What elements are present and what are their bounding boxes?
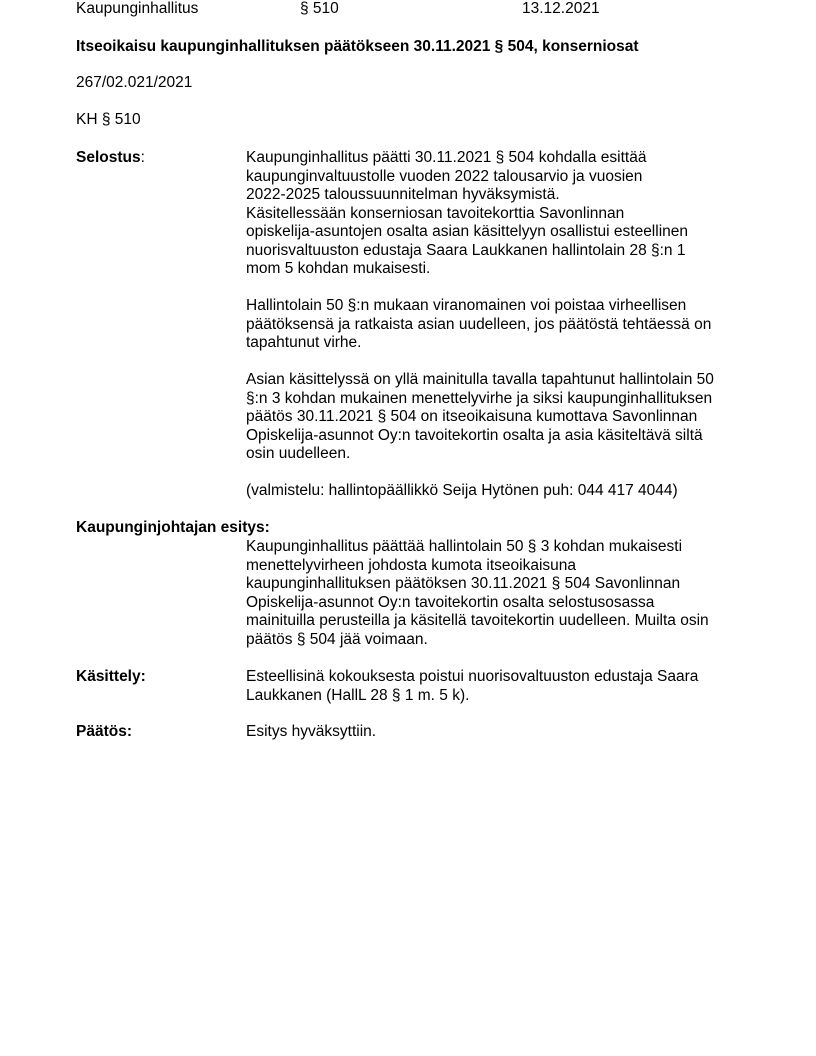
- selostus-label-text: Selostus: [76, 149, 141, 166]
- text-line: mainituilla perusteilla ja käsitellä tavoitekortin uudelleen. Muilta osin: [246, 612, 709, 629]
- diary-number: 267/02.021/2021: [76, 74, 193, 91]
- selostus-label: [76, 149, 145, 167]
- document-title: Itseoikaisu kaupunginhallituksen päätökseen 30.11.2021 § 504, konserniosat: [76, 38, 639, 55]
- text-line: osin uudelleen.: [246, 445, 351, 462]
- valmistelu-note: (valmistelu: hallintopäällikkö Seija Hytönen puh: 044 417 4044): [246, 482, 678, 499]
- kh-reference: KH § 510: [76, 111, 141, 128]
- text-line: nuorisvaltuuston edustaja Saara Laukkanen hallintolain 28 §:n 1: [246, 241, 686, 259]
- paatos-label: Päätös:: [76, 723, 132, 740]
- header-date: 13.12.2021: [522, 0, 600, 17]
- text-line: päätöksensä ja ratkaista asian uudelleen, jos päätöstä tehtäessä on: [246, 315, 712, 333]
- header-organ: Kaupunginhallitus: [76, 0, 199, 17]
- text-line: opiskelija-asuntojen osalta asian käsittelyyn osallistui esteellinen: [246, 223, 688, 240]
- text-line: kaupunginvaltuustolle vuoden 2022 talousarvio ja vuosien: [246, 167, 643, 185]
- text-line: päätös 30.11.2021 § 504 on itseoikaisuna kumottava Savonlinnan: [246, 408, 698, 425]
- text-line: kaupunginhallituksen päätöksen 30.11.2021 § 504 Savonlinnan: [246, 575, 681, 592]
- text-line: Laukkanen (HallL 28 § 1 m. 5 k).: [246, 686, 470, 704]
- text-line: Opiskelija-asunnot Oy:n tavoitekortin osalta ja asia käsiteltävä siltä: [246, 426, 703, 444]
- text-line: Esteellisinä kokouksesta poistui nuorisovaltuuston edustaja Saara: [246, 668, 699, 685]
- text-line: Kaupunginhallitus päättää hallintolain 50 § 3 kohdan mukaisesti: [246, 538, 683, 555]
- selostus-label-colon: :: [140, 149, 145, 166]
- text-line: Kaupunginhallitus päätti 30.11.2021 § 504 kohdalla esittää: [246, 149, 647, 166]
- text-line: menettelyvirheen johdosta kumota itseoikaisuna: [246, 556, 576, 574]
- text-line: tapahtunut virhe.: [246, 334, 362, 351]
- text-line: päätös § 504 jää voimaan.: [246, 630, 428, 648]
- header-section-number: § 510: [300, 0, 339, 17]
- paatos-text: Esitys hyväksyttiin.: [246, 723, 377, 740]
- kasittely-label: Käsittely:: [76, 668, 146, 685]
- text-line: Käsitellessään konserniosan tavoitekorttia Savonlinnan: [246, 204, 625, 222]
- text-line: Hallintolain 50 §:n mukaan viranomainen voi poistaa virheellisen: [246, 297, 687, 314]
- text-line: §:n 3 kohdan mukainen menettelyvirhe ja siksi kaupunginhallituksen: [246, 389, 713, 407]
- text-line: Opiskelija-asunnot Oy:n tavoitekortin osalta selostusosassa: [246, 593, 655, 611]
- text-line: Asian käsittelyssä on yllä mainitulla tavalla tapahtunut hallintolain 50: [246, 371, 714, 388]
- text-line: mom 5 kohdan mukaisesti.: [246, 260, 431, 277]
- esitys-label: Kaupunginjohtajan esitys:: [76, 519, 270, 536]
- text-line: 2022-2025 taloussuunnitelman hyväksymistä.: [246, 186, 560, 203]
